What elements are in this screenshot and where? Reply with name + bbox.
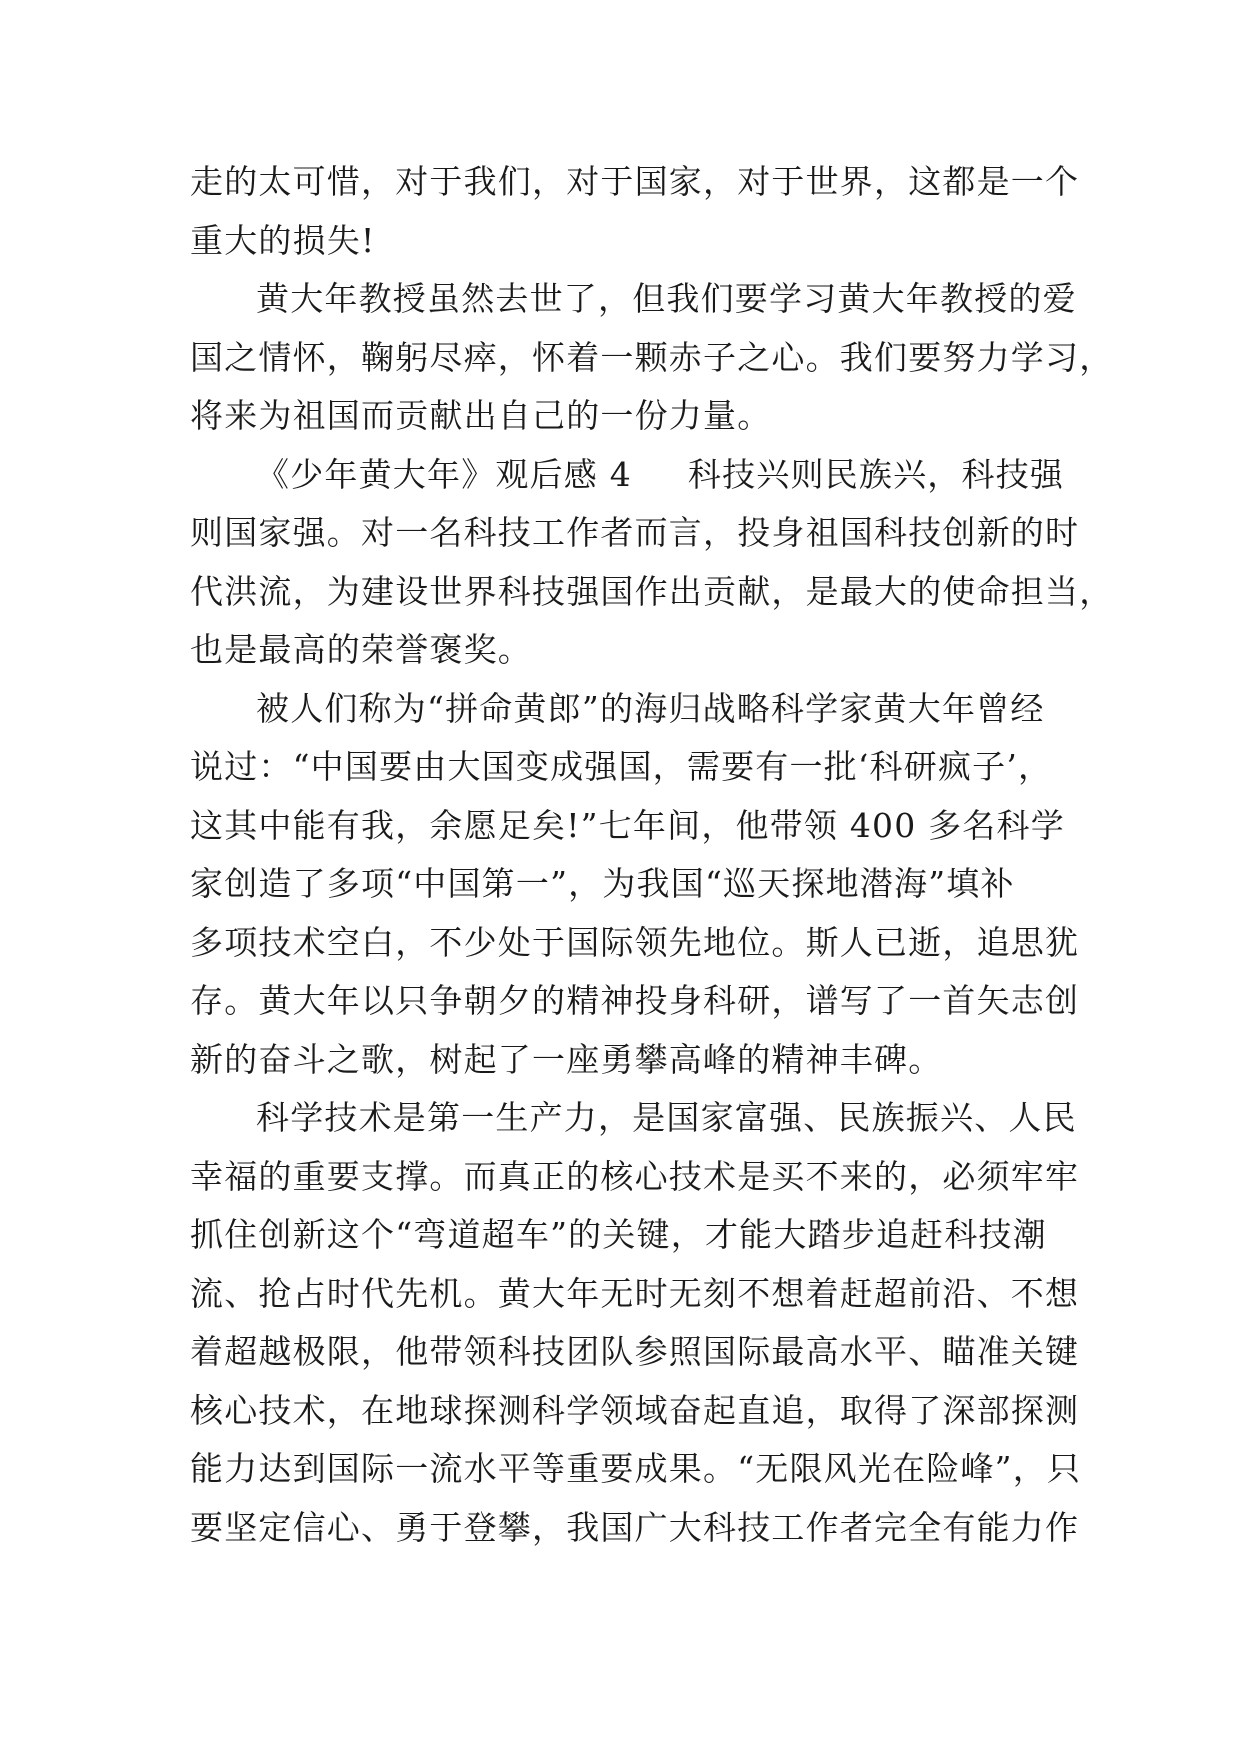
text-line: 科学技术是第一生产力，是国家富强、民族振兴、人民	[256, 1098, 1077, 1137]
section-heading: 《少年黄大年》观后感 4	[256, 454, 632, 494]
text-line: 幸福的重要支撑。而真正的核心技术是买不来的，必须牢牢	[190, 1156, 1080, 1196]
text-line: 说过：“中国要由大国变成强国，需要有一批‘科研疯子’，	[190, 747, 1053, 786]
text-line: 重大的损失!	[190, 220, 376, 260]
section-heading-line	[190, 446, 1065, 505]
text-line: 也是最高的荣誉褒奖。	[190, 630, 532, 669]
text-line: 黄大年教授虽然去世了，但我们要学习黄大年教授的爱	[256, 279, 1077, 318]
text-line: 流、抢占时代先机。黄大年无时无刻不想着赶超前沿、不想	[190, 1273, 1080, 1313]
body-text	[190, 153, 1114, 1557]
text-line: 核心技术，在地球探测科学领域奋起直追，取得了深部探测	[190, 1390, 1080, 1430]
text-line: 走的太可惜，对于我们，对于国家，对于世界，这都是一个	[190, 162, 1080, 201]
text-line: 要坚定信心、勇于登攀，我国广大科技工作者完全有能力作	[190, 1507, 1080, 1547]
text-line: 这其中能有我，余愿足矣!”七年间，他带领 400 多名科学	[190, 805, 1065, 845]
text-line: 新的奋斗之歌，树起了一座勇攀高峰的精神丰碑。	[190, 1039, 943, 1079]
text-line: 代洪流，为建设世界科技强国作出贡献，是最大的使命担当，	[190, 571, 1114, 611]
text-line: 着超越极限，他带领科技团队参照国际最高水平、瞄准关键	[190, 1332, 1080, 1371]
text-line: 被人们称为“拼命黄郎”的海归战略科学家黄大年曾经	[256, 688, 1045, 728]
text-line: 存。黄大年以只争朝夕的精神投身科研，谱写了一首矢志创	[190, 981, 1080, 1020]
text-line: 家创造了多项“中国第一”，为我国“巡天探地潜海”填补	[190, 864, 1015, 903]
text-line: 将来为祖国而贡献出自己的一份力量。	[190, 396, 772, 435]
text-line: 抓住创新这个“弯道超车”的关键，才能大踏步追赶科技潮	[190, 1215, 1047, 1254]
text-line: 能力达到国际一流水平等重要成果。“无限风光在险峰”，只	[190, 1449, 1082, 1488]
text-line: 则国家强。对一名科技工作者而言，投身祖国科技创新的时	[190, 513, 1080, 552]
text-line: 科技兴则民族兴，科技强	[687, 454, 1065, 494]
text-line: 多项技术空白，不少处于国际领先地位。斯人已逝，追思犹	[190, 922, 1080, 962]
text-line: 国之情怀，鞠躬尽瘁，怀着一颗赤子之心。我们要努力学习，	[190, 337, 1114, 377]
